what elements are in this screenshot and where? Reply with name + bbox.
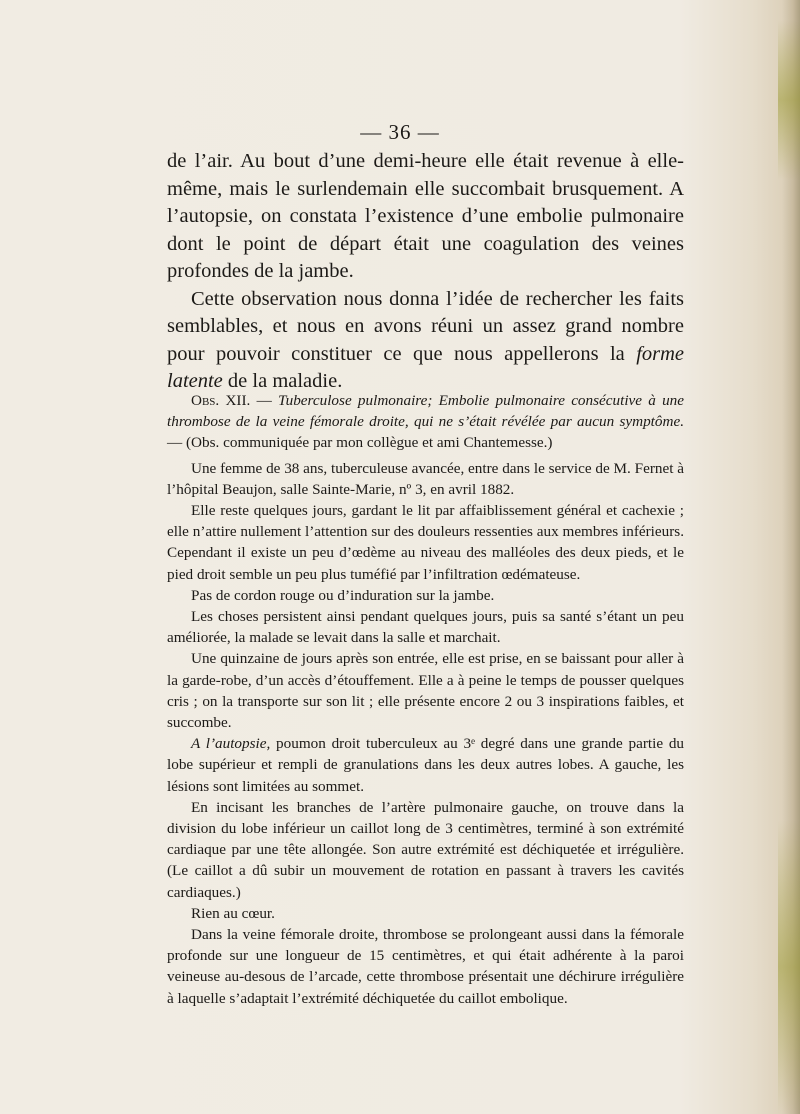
page-stain-top — [778, 20, 800, 180]
main-paragraph-1: de l’air. Au bout d’une demi-heure elle était revenue à elle-même, mais le surlendemain elle succombait brusquement. A l’autopsie, on constata l’existence d’une embolie pulmonaire dont le point de départ était une coagulation des veines profondes de la jambe. — [167, 150, 684, 282]
main-paragraph-2-end: de la maladie. — [227, 370, 343, 392]
observation-number: XII. — — [225, 392, 272, 409]
page-stain-bottom — [778, 820, 800, 1114]
observation-header — [167, 390, 684, 454]
main-paragraph-2 — [167, 286, 684, 396]
observation-label: Obs. — [191, 392, 220, 409]
observation-title: Tuberculose pulmonaire; Embolie pulmonaire consécutive à une thrombose de la veine fémorale droite, qui ne s’était révélée par aucun symptôme. — [167, 392, 685, 431]
autopsy-text: poumon droit tuberculeux au 3ᵉ degré dans une grande partie du lobe supérieur et rempli de granulations dans les deux autres lobes. A gauche, les lésions sont limitées au sommet. — [167, 735, 685, 795]
observation-paragraph: Une femme de 38 ans, tuberculeuse avancée, entre dans le service de M. Fernet à l’hôpital Beaujon, salle Sainte-Marie, nº 3, en avril 1882. — [167, 459, 684, 498]
autopsy-paragraph — [167, 733, 684, 797]
observation-paragraph: Pas de cordon rouge ou d’induration sur la jambe. — [191, 586, 495, 604]
page-number: — 36 — — [360, 120, 440, 144]
observation-paragraph: Rien au cœur. — [191, 904, 275, 922]
observation-section — [167, 390, 684, 1009]
autopsy-label: A l’autopsie, — [191, 735, 271, 753]
observation-paragraph: Les choses persistent ainsi pendant quelques jours, puis sa santé s’étant un peu améliorée, la malade se levait dans la salle et marchait. — [167, 608, 684, 647]
observation-paragraph: Une quinzaine de jours après son entrée, elle est prise, en se baissant pour aller à la garde-robe, d’un accès d’étouffement. Elle a à peine le temps de pousser quelques cris ; on la transporte sur son lit ; elle présente encore 2 ou 3 inspirations faibles, et succombe. — [167, 650, 684, 732]
observation-paragraph: En incisant les branches de l’artère pulmonaire gauche, on trouve dans la division du lobe inférieur un caillot long de 3 centimètres, terminé à son extrémité cardiaque par une tête allongée. Son autre extrémité est déchiquetée et irrégulière. (Le caillot a dû subir un mouvement de rotation en passant à travers les cavités cardiaques.) — [167, 798, 684, 901]
observation-paragraph: Dans la veine fémorale droite, thrombose se prolongeant aussi dans la fémorale profonde sur une longueur de 15 centimètres, et qui était adhérente à la paroi veineuse au-desous de l’arcade, cette thrombose présentait une déchirure irrégulière à laquelle s’adaptait l’extrémité déchiquetée du caillot embolique. — [167, 926, 684, 1007]
observation-source: — (Obs. communiquée par mon collègue et ami Chantemesse.) — [167, 434, 553, 452]
main-paragraph-2-text: Cette observation nous donna l’idée de rechercher les faits semblables, et nous en avons réuni un assez grand nombre pour pouvoir constituer ce que nous appellerons la — [167, 287, 684, 365]
observation-paragraph: Elle reste quelques jours, gardant le lit par affaiblissement général et cachexie ; elle n’attire nullement l’attention sur des douleurs ressenties aux membres inférieurs. Cependant il existe un peu d’œdème au niveau des malléoles des deux pieds, et le pied droit semble un peu plus tuméfié par l’infiltration œdémateuse. — [167, 502, 684, 583]
main-paragraph-2-italic: forme latente — [167, 342, 685, 392]
main-text — [167, 148, 684, 396]
